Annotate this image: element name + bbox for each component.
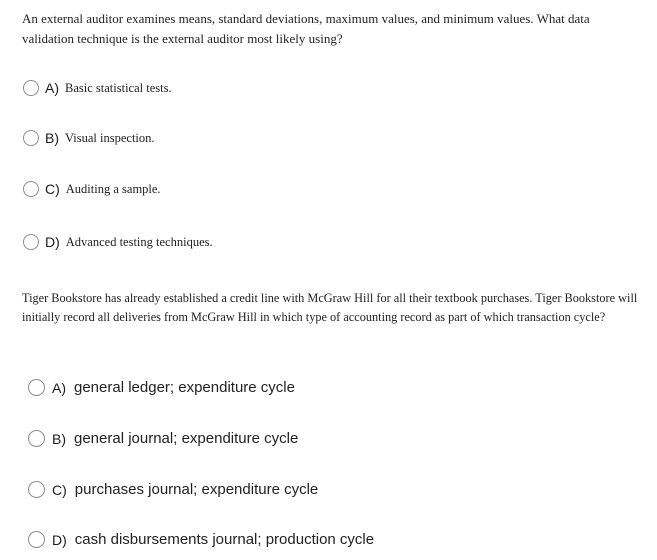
radio-button[interactable] bbox=[28, 531, 45, 548]
radio-button[interactable] bbox=[28, 379, 45, 396]
q1-option-c[interactable] bbox=[23, 181, 161, 197]
q2-option-c[interactable] bbox=[28, 481, 318, 498]
radio-button[interactable] bbox=[23, 234, 39, 250]
option-letter: B) bbox=[45, 130, 59, 146]
option-text: general ledger; expenditure cycle bbox=[74, 379, 295, 396]
option-text: Visual inspection. bbox=[65, 130, 155, 145]
q2-option-d[interactable] bbox=[28, 531, 374, 548]
option-letter: A) bbox=[52, 379, 66, 396]
option-text: cash disbursements journal; production cycle bbox=[74, 531, 375, 548]
option-text: Basic statistical tests. bbox=[65, 80, 172, 95]
radio-button[interactable] bbox=[23, 181, 39, 197]
option-letter: C) bbox=[52, 481, 67, 498]
q1-option-d[interactable] bbox=[23, 234, 213, 250]
q2-option-b[interactable] bbox=[28, 430, 298, 447]
option-text: purchases journal; expenditure cycle bbox=[74, 481, 319, 498]
option-text: Advanced testing techniques. bbox=[65, 234, 213, 249]
radio-button[interactable] bbox=[28, 430, 45, 447]
radio-button[interactable] bbox=[28, 481, 45, 498]
q1-option-a[interactable] bbox=[23, 80, 172, 96]
q1-option-b[interactable] bbox=[23, 130, 155, 146]
option-letter: C) bbox=[45, 181, 60, 197]
option-letter: D) bbox=[45, 234, 60, 250]
option-text: Auditing a sample. bbox=[65, 181, 161, 196]
option-letter: B) bbox=[52, 430, 66, 447]
question-2-prompt: Tiger Bookstore has already established a credit line with McGraw Hill for all their textbook purchases. Tiger Bookstore will initially record all deliveries from McGraw Hill in which type of accounting record as part of which transaction cycle? bbox=[22, 291, 638, 324]
q2-option-a[interactable] bbox=[28, 379, 295, 396]
option-letter: A) bbox=[45, 80, 59, 96]
option-letter: D) bbox=[52, 531, 67, 548]
question-1-prompt: An external auditor examines means, standard deviations, maximum values, and minimum values. What data validation technique is the external auditor most likely using? bbox=[22, 11, 590, 46]
radio-button[interactable] bbox=[23, 80, 39, 96]
radio-button[interactable] bbox=[23, 130, 39, 146]
option-text: general journal; expenditure cycle bbox=[74, 430, 299, 447]
